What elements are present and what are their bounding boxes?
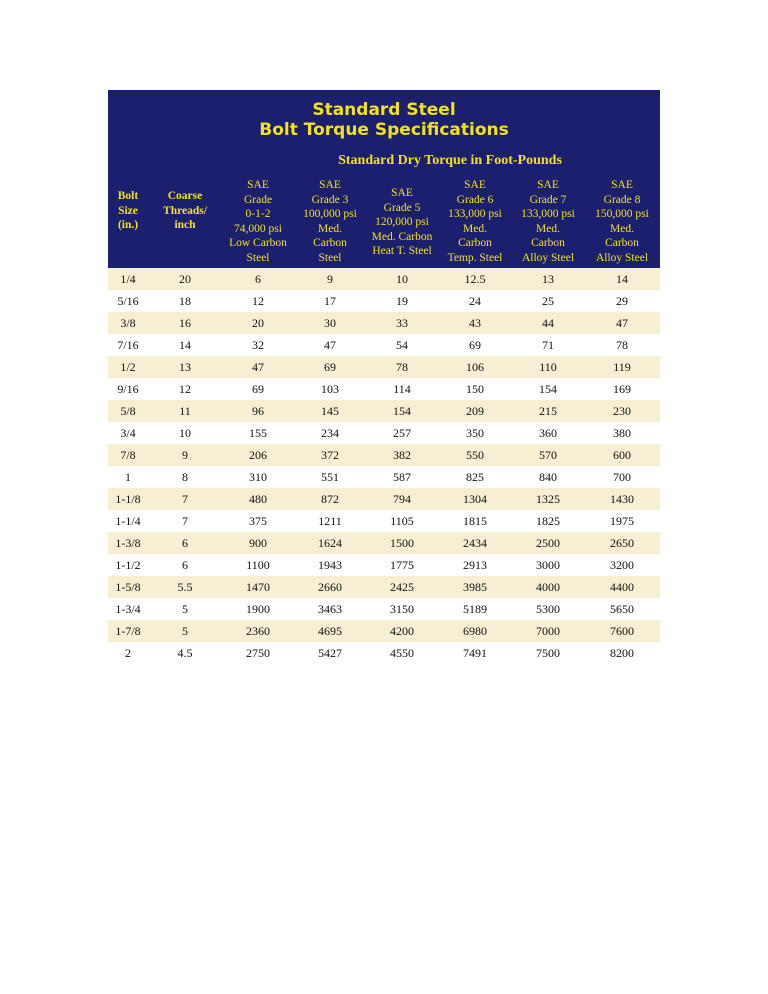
table-cell: 1105 <box>366 510 438 532</box>
column-header-line: 0-1-2 <box>245 208 271 220</box>
column-header-line: Carbon <box>531 237 565 249</box>
table-cell: 2360 <box>222 620 294 642</box>
column-header-line: Carbon <box>313 237 347 249</box>
table-cell: 4550 <box>366 642 438 664</box>
table-row <box>108 598 660 620</box>
table-row <box>108 510 660 532</box>
table-cell: 10 <box>148 422 222 444</box>
table-cell: 7 <box>148 488 222 510</box>
table-cell: 4000 <box>512 576 584 598</box>
table-cell: 4400 <box>584 576 660 598</box>
table-cell: 29 <box>584 290 660 312</box>
table-cell: 1100 <box>222 554 294 576</box>
table-cell: 2434 <box>438 532 512 554</box>
table-cell: 69 <box>222 378 294 400</box>
column-header-2 <box>222 178 294 265</box>
table-cell: 2913 <box>438 554 512 576</box>
table-cell: 7/16 <box>108 334 148 356</box>
table-cell: 4.5 <box>148 642 222 664</box>
table-cell: 44 <box>512 312 584 334</box>
table-cell: 825 <box>438 466 512 488</box>
table-cell: 5189 <box>438 598 512 620</box>
table-cell: 2750 <box>222 642 294 664</box>
column-header-line: Med. <box>610 222 634 235</box>
table-row <box>108 422 660 444</box>
table-row <box>108 554 660 576</box>
table-cell: 1775 <box>366 554 438 576</box>
column-header-line: 150,000 psi <box>595 208 649 220</box>
table-cell: 7/8 <box>108 444 148 466</box>
page-title <box>108 100 660 140</box>
table-cell: 5.5 <box>148 576 222 598</box>
table-cell: 106 <box>438 356 512 378</box>
table-cell: 6 <box>222 268 294 290</box>
column-header-6 <box>512 178 584 265</box>
column-header-7 <box>584 178 660 265</box>
column-header-line: SAE <box>611 179 633 191</box>
column-header-line: 120,000 psi <box>375 216 429 228</box>
table-cell: 47 <box>584 312 660 334</box>
torque-table <box>108 268 660 664</box>
table-cell: 6 <box>148 532 222 554</box>
column-header-line: Alloy Steel <box>595 251 649 264</box>
table-cell: 14 <box>584 268 660 290</box>
table-cell: 900 <box>222 532 294 554</box>
table-cell: 43 <box>438 312 512 334</box>
table-cell: 110 <box>512 356 584 378</box>
table-cell: 19 <box>366 290 438 312</box>
table-cell: 1470 <box>222 576 294 598</box>
table-cell: 4695 <box>294 620 366 642</box>
title-line-2: Bolt Torque Specifications <box>259 120 509 140</box>
table-cell: 1900 <box>222 598 294 620</box>
table-cell: 5427 <box>294 642 366 664</box>
table-row <box>108 334 660 356</box>
table-cell: 700 <box>584 466 660 488</box>
table-row <box>108 466 660 488</box>
table-cell: 2660 <box>294 576 366 598</box>
table-cell: 1975 <box>584 510 660 532</box>
table-cell: 6 <box>148 554 222 576</box>
table-cell: 114 <box>366 378 438 400</box>
table-cell: 1943 <box>294 554 366 576</box>
table-cell: 9 <box>148 444 222 466</box>
table-cell: 2650 <box>584 532 660 554</box>
table-cell: 1/2 <box>108 356 148 378</box>
table-cell: 16 <box>148 312 222 334</box>
table-row <box>108 312 660 334</box>
table-cell: 794 <box>366 488 438 510</box>
column-header-line: SAE <box>464 179 486 191</box>
table-cell: 7500 <box>512 642 584 664</box>
table-cell: 20 <box>222 312 294 334</box>
table-row <box>108 576 660 598</box>
table-cell: 17 <box>294 290 366 312</box>
column-header-line: Grade 6 <box>456 193 494 206</box>
table-header-banner <box>108 90 660 268</box>
table-cell: 230 <box>584 400 660 422</box>
table-cell: 12.5 <box>438 268 512 290</box>
table-cell: 169 <box>584 378 660 400</box>
table-cell: 1211 <box>294 510 366 532</box>
table-cell: 4200 <box>366 620 438 642</box>
table-cell: 150 <box>438 378 512 400</box>
column-header-5 <box>438 178 512 265</box>
table-cell: 550 <box>438 444 512 466</box>
table-cell: 6980 <box>438 620 512 642</box>
table-cell: 840 <box>512 466 584 488</box>
column-header-line: (in.) <box>117 219 139 231</box>
table-cell: 1624 <box>294 532 366 554</box>
table-cell: 5/8 <box>108 400 148 422</box>
column-header-line: SAE <box>319 179 341 191</box>
column-header-4 <box>366 186 438 259</box>
column-header-line: SAE <box>391 187 413 199</box>
table-cell: 30 <box>294 312 366 334</box>
column-header-line: Low Carbon <box>229 237 287 249</box>
table-row <box>108 290 660 312</box>
title-line-1: Standard Steel <box>312 100 456 120</box>
table-cell: 54 <box>366 334 438 356</box>
table-cell: 1325 <box>512 488 584 510</box>
table-row <box>108 400 660 422</box>
table-cell: 2 <box>108 642 148 664</box>
table-cell: 206 <box>222 444 294 466</box>
table-row <box>108 268 660 290</box>
column-header-line: Grade 5 <box>383 201 421 214</box>
table-cell: 3985 <box>438 576 512 598</box>
column-header-line: Med. <box>318 222 342 235</box>
table-cell: 5/16 <box>108 290 148 312</box>
table-cell: 587 <box>366 466 438 488</box>
table-row <box>108 356 660 378</box>
table-cell: 380 <box>584 422 660 444</box>
table-cell: 78 <box>366 356 438 378</box>
table-cell: 8 <box>148 466 222 488</box>
column-header-line: Bolt <box>117 190 139 202</box>
table-cell: 1500 <box>366 532 438 554</box>
torque-spec-sheet <box>108 90 660 664</box>
column-header-line: Threads/ <box>163 204 207 217</box>
column-header-line: Grade 3 <box>311 193 349 206</box>
table-cell: 2500 <box>512 532 584 554</box>
table-row <box>108 444 660 466</box>
table-row <box>108 642 660 664</box>
column-header-3 <box>294 178 366 265</box>
table-row <box>108 620 660 642</box>
column-header-line: Med. <box>536 222 560 235</box>
column-header-line: Heat T. Steel <box>372 245 432 257</box>
table-cell: 154 <box>366 400 438 422</box>
table-cell: 551 <box>294 466 366 488</box>
table-cell: 234 <box>294 422 366 444</box>
table-cell: 24 <box>438 290 512 312</box>
column-header-line: Grade <box>243 193 273 206</box>
table-cell: 375 <box>222 510 294 532</box>
table-row <box>108 532 660 554</box>
column-header-line: Temp. Steel <box>447 251 503 264</box>
table-cell: 9/16 <box>108 378 148 400</box>
column-header-line: 74,000 psi <box>234 222 282 235</box>
table-cell: 570 <box>512 444 584 466</box>
table-cell: 382 <box>366 444 438 466</box>
column-header-line: inch <box>174 219 196 231</box>
table-cell: 96 <box>222 400 294 422</box>
table-cell: 1-5/8 <box>108 576 148 598</box>
table-cell: 1-1/4 <box>108 510 148 532</box>
table-cell: 13 <box>148 356 222 378</box>
table-cell: 310 <box>222 466 294 488</box>
table-cell: 3000 <box>512 554 584 576</box>
table-cell: 5650 <box>584 598 660 620</box>
column-header-line: Carbon <box>458 237 492 249</box>
table-cell: 1-1/8 <box>108 488 148 510</box>
column-header-line: Steel <box>318 251 342 264</box>
table-cell: 209 <box>438 400 512 422</box>
table-cell: 2425 <box>366 576 438 598</box>
table-cell: 10 <box>366 268 438 290</box>
table-cell: 69 <box>294 356 366 378</box>
table-cell: 5300 <box>512 598 584 620</box>
table-cell: 1-1/2 <box>108 554 148 576</box>
table-row <box>108 378 660 400</box>
table-cell: 372 <box>294 444 366 466</box>
table-cell: 215 <box>512 400 584 422</box>
table-cell: 12 <box>148 378 222 400</box>
table-cell: 1815 <box>438 510 512 532</box>
table-cell: 360 <box>512 422 584 444</box>
table-cell: 5 <box>148 620 222 642</box>
table-cell: 350 <box>438 422 512 444</box>
table-cell: 3/8 <box>108 312 148 334</box>
table-cell: 11 <box>148 400 222 422</box>
column-header-line: Coarse <box>167 190 203 202</box>
table-cell: 12 <box>222 290 294 312</box>
table-cell: 1/4 <box>108 268 148 290</box>
table-cell: 119 <box>584 356 660 378</box>
table-cell: 1-3/4 <box>108 598 148 620</box>
table-cell: 1304 <box>438 488 512 510</box>
table-cell: 3150 <box>366 598 438 620</box>
table-cell: 5 <box>148 598 222 620</box>
table-cell: 18 <box>148 290 222 312</box>
column-header-0 <box>108 189 148 233</box>
table-cell: 7600 <box>584 620 660 642</box>
table-cell: 33 <box>366 312 438 334</box>
column-header-line: Grade 7 <box>529 193 567 206</box>
column-header-1 <box>148 189 222 233</box>
table-cell: 3200 <box>584 554 660 576</box>
column-header-line: Size <box>118 204 138 217</box>
table-cell: 7 <box>148 510 222 532</box>
column-header-line: Grade 8 <box>603 193 641 206</box>
table-cell: 3463 <box>294 598 366 620</box>
column-header-line: 100,000 psi <box>303 208 357 220</box>
column-header-line: Med. Carbon <box>371 230 433 243</box>
table-cell: 71 <box>512 334 584 356</box>
table-cell: 7000 <box>512 620 584 642</box>
table-cell: 69 <box>438 334 512 356</box>
table-cell: 1-3/8 <box>108 532 148 554</box>
torque-table-body <box>108 268 660 664</box>
table-cell: 257 <box>366 422 438 444</box>
table-row <box>108 488 660 510</box>
column-header-line: Alloy Steel <box>521 251 575 264</box>
column-header-line: 133,000 psi <box>521 208 575 220</box>
table-cell: 32 <box>222 334 294 356</box>
table-cell: 145 <box>294 400 366 422</box>
column-header-line: Carbon <box>605 237 639 249</box>
table-cell: 20 <box>148 268 222 290</box>
table-cell: 1825 <box>512 510 584 532</box>
table-cell: 14 <box>148 334 222 356</box>
table-cell: 78 <box>584 334 660 356</box>
table-cell: 3/4 <box>108 422 148 444</box>
table-cell: 25 <box>512 290 584 312</box>
table-cell: 1 <box>108 466 148 488</box>
column-header-line: SAE <box>247 179 269 191</box>
table-cell: 1430 <box>584 488 660 510</box>
table-cell: 154 <box>512 378 584 400</box>
table-cell: 155 <box>222 422 294 444</box>
column-header-line: 133,000 psi <box>448 208 502 220</box>
table-cell: 9 <box>294 268 366 290</box>
column-header-line: SAE <box>537 179 559 191</box>
table-cell: 872 <box>294 488 366 510</box>
column-header-line: Steel <box>246 251 270 264</box>
table-cell: 8200 <box>584 642 660 664</box>
table-cell: 47 <box>294 334 366 356</box>
table-cell: 600 <box>584 444 660 466</box>
column-header-line: Med. <box>463 222 487 235</box>
table-cell: 13 <box>512 268 584 290</box>
table-cell: 47 <box>222 356 294 378</box>
table-cell: 480 <box>222 488 294 510</box>
table-subtitle: Standard Dry Torque in Foot-Pounds <box>338 153 562 168</box>
table-cell: 1-7/8 <box>108 620 148 642</box>
table-cell: 103 <box>294 378 366 400</box>
table-cell: 7491 <box>438 642 512 664</box>
